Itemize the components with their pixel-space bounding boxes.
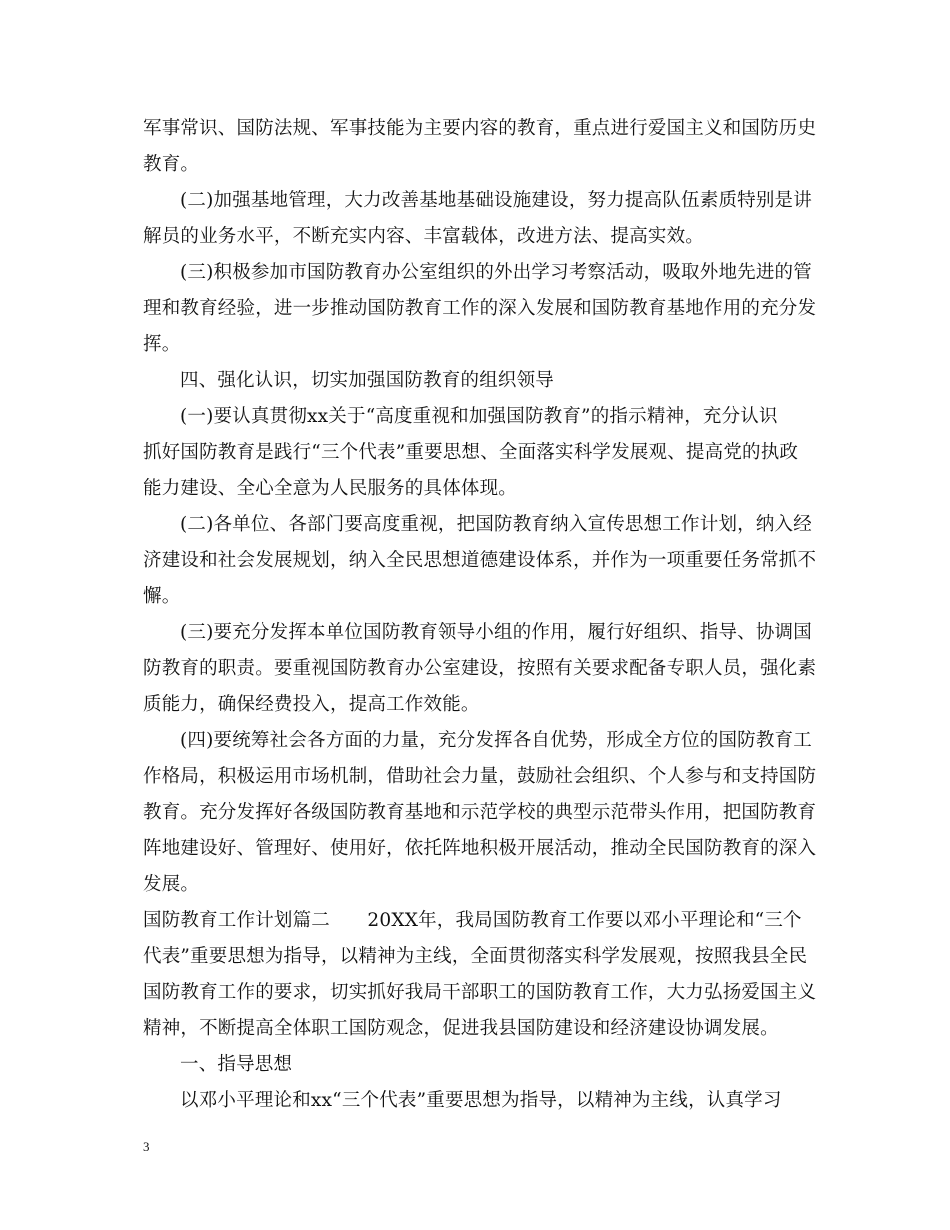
text-line: 国防教育工作的要求，切实抓好我局干部职工的国防教育工作，大力弘扬爱国主义 (143, 982, 817, 1003)
text-line: (四)要统筹社会各方面的力量，充分发挥各自优势，形成全方位的国防教育工 (180, 730, 812, 751)
text-line: 挥。 (143, 334, 181, 355)
text-line: 教育。充分发挥好各级国防教育基地和示范学校的典型示范带头作用，把国防教育 (143, 802, 817, 823)
text-line: 抓好国防教育是践行“三个代表”重要思想、全面落实科学发展观、提高党的执政 (143, 442, 799, 463)
section-heading: 一、指导思想 (180, 1054, 293, 1075)
text-line: 军事常识、国防法规、军事技能为主要内容的教育，重点进行爱国主义和国防历史 (143, 118, 817, 139)
text-line: 教育。 (143, 154, 200, 175)
text-line: 济建设和社会发展规划，纳入全民思想道德建设体系，并作为一项重要任务常抓不 (143, 550, 817, 571)
text-line: 发展。 (143, 874, 200, 895)
text-line: 阵地建设好、管理好、使用好，依托阵地积极开展活动，推动全民国防教育的深入 (143, 838, 817, 859)
text-line: 解员的业务水平，不断充实内容、丰富载体，改进方法、提高实效。 (143, 226, 705, 247)
text-line: (二)加强基地管理，大力改善基地基础设施建设，努力提高队伍素质特别是讲 (180, 190, 812, 211)
text-line: 懈。 (143, 586, 181, 607)
text-line: (一)要认真贯彻xx关于“高度重视和加强国防教育”的指示精神，充分认识 (180, 406, 778, 427)
page-number: 3 (143, 1139, 150, 1154)
section-title-line: 国防教育工作计划篇二 20XX年，我局国防教育工作要以邓小平理论和“三个 (143, 910, 802, 931)
text-line: 质能力，确保经费投入，提高工作效能。 (143, 694, 480, 715)
text-line: 精神，不断提高全体职工国防观念，促进我县国防建设和经济建设协调发展。 (143, 1018, 779, 1039)
section-heading: 四、强化认识，切实加强国防教育的组织领导 (180, 370, 555, 391)
text-line: (三)要充分发挥本单位国防教育领导小组的作用，履行好组织、指导、协调国 (180, 622, 812, 643)
text-line: 代表”重要思想为指导，以精神为主线，全面贯彻落实科学发展观，按照我县全民 (143, 946, 808, 967)
text-line: 作格局，积极运用市场机制，借助社会力量，鼓励社会组织、个人参与和支持国防 (143, 766, 817, 787)
text-line: 以邓小平理论和xx“三个代表”重要思想为指导，以精神为主线，认真学习 (180, 1090, 782, 1111)
text-line: (三)积极参加市国防教育办公室组织的外出学习考察活动，吸取外地先进的管 (180, 262, 812, 283)
text-line: 理和教育经验，进一步推动国防教育工作的深入发展和国防教育基地作用的充分发 (143, 298, 817, 319)
text-line: 能力建设、全心全意为人民服务的具体体现。 (143, 478, 518, 499)
text-line: (二)各单位、各部门要高度重视，把国防教育纳入宣传思想工作计划，纳入经 (180, 514, 812, 535)
text-line: 防教育的职责。要重视国防教育办公室建设，按照有关要求配备专职人员，强化素 (143, 658, 817, 679)
